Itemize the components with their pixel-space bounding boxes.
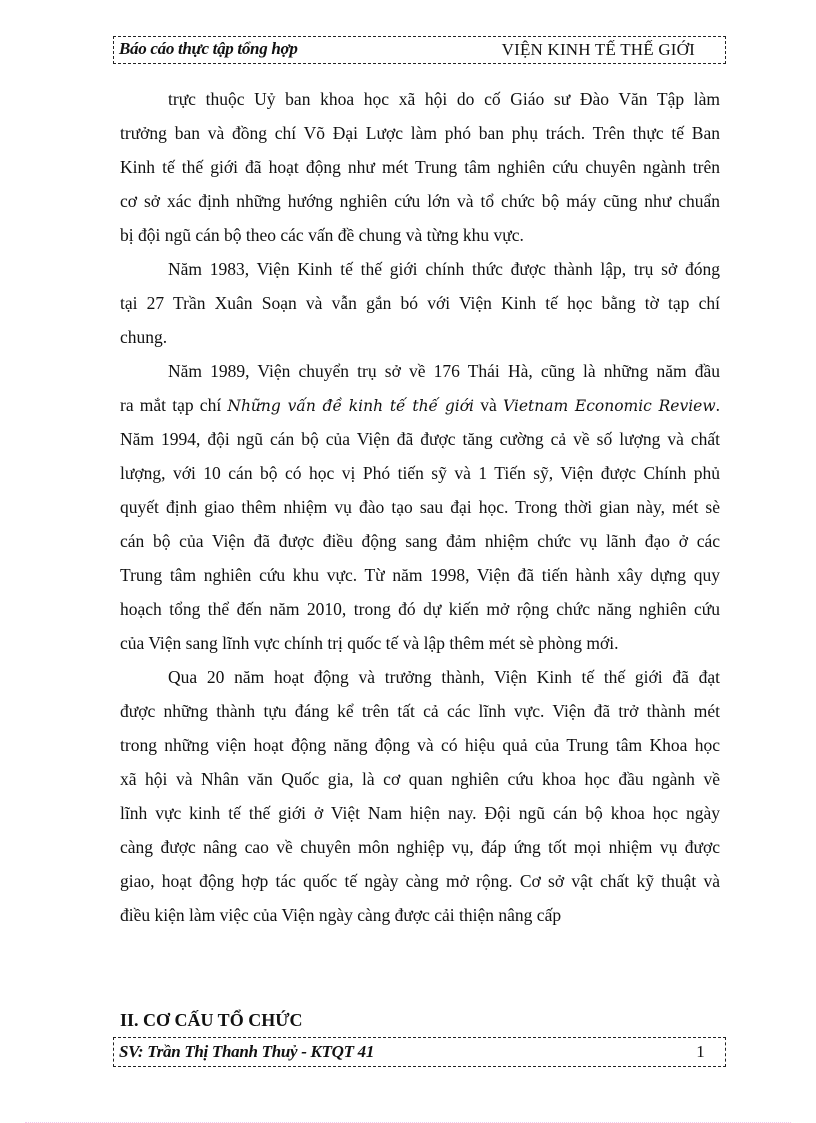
- text-line: chung.: [120, 327, 168, 347]
- text-line: lượng, với 10 cán bộ có học vị Phó tiến sỹ và 1 Tiến sỹ, Viện được Chính phủ: [120, 463, 720, 483]
- paragraph: [120, 356, 720, 662]
- text-line: cơ sở xác định những hướng nghiên cứu lớn và tổ chức bộ máy cũng như chuẩn: [120, 191, 720, 211]
- text-line: trong những viện hoạt động năng động và có hiệu quả của Trung tâm Khoa học: [120, 735, 720, 755]
- paragraph: [120, 662, 720, 934]
- text-line: Năm 1994, đội ngũ cán bộ của Viện đã được tăng cường cả về số lượng và chất: [120, 429, 720, 449]
- body-text: [120, 84, 720, 934]
- text-line: Năm 1989, Viện chuyển trụ sở về 176 Thái Hà, cũng là những năm đầu: [168, 361, 720, 381]
- footer-student-name: SV: Trần Thị Thanh Thuỷ - KTQT 41: [119, 1042, 375, 1061]
- text-line: Kinh tế thế giới đã hoạt động như mét Trung tâm nghiên cứu chuyên ngành trên: [120, 157, 720, 177]
- header-institute-name: VIỆN KINH TẾ THẾ GIỚI: [501, 40, 695, 59]
- text-line: trưởng ban và đồng chí Võ Đại Lược làm phó ban phụ trách. Trên thực tế Ban: [120, 123, 720, 143]
- text-line: Trung tâm nghiên cứu khu vực. Từ năm 1998, Viện đã tiến hành xây dựng quy: [120, 565, 720, 585]
- text-line: xã hội và Nhân văn Quốc gia, là cơ quan nghiên cứu khoa học đầu ngành về: [120, 769, 720, 789]
- text-line: quyết định giao thêm nhiệm vụ đào tạo sau đại học. Trong thời gian này, mét sè: [120, 497, 720, 517]
- text-line: trực thuộc Uỷ ban khoa học xã hội do cố Giáo sư Đào Văn Tập làm: [168, 89, 720, 109]
- paragraph: [120, 84, 720, 254]
- section-heading: II. CƠ CẤU TỔ CHỨC: [120, 1010, 303, 1030]
- text-line: của Viện sang lĩnh vực chính trị quốc tế và lập thêm mét sè phòng mới.: [120, 633, 619, 653]
- header-report-title: Báo cáo thực tập tổng hợp: [119, 39, 298, 58]
- journal-title-english: Vietnam Economic Review: [502, 397, 716, 415]
- journal-title-vietnamese: Những vấn đề kinh tế thế giới: [227, 397, 475, 415]
- text-line: điều kiện làm việc của Viện ngày càng được cải thiện nâng cấp: [120, 905, 562, 925]
- text-line: giao, hoạt động hợp tác quốc tế ngày càng mở rộng. Cơ sở vật chất kỹ thuật và: [120, 871, 720, 891]
- page-footer: [113, 1037, 726, 1067]
- text-line: ra mắt tạp chí Những vấn đề kinh tế thế giới và Vietnam Economic Review.: [120, 395, 720, 415]
- page-number: 1: [696, 1042, 705, 1061]
- text-line: được những thành tựu đáng kể trên tất cả các lĩnh vực. Viện đã trở thành mét: [120, 701, 720, 721]
- text-line: lĩnh vực kinh tế thế giới ở Việt Nam hiện nay. Đội ngũ cán bộ khoa học ngày: [120, 803, 720, 823]
- page-header: [113, 36, 726, 64]
- text-line: cán bộ của Viện đã được điều động sang đảm nhiệm chức vụ lãnh đạo ở các: [120, 531, 720, 551]
- text-line: tại 27 Trần Xuân Soạn và vẫn gắn bó với Viện Kinh tế học bằng tờ tạp chí: [120, 293, 720, 313]
- text-line: Qua 20 năm hoạt động và trưởng thành, Viện Kinh tế thế giới đã đạt: [168, 667, 720, 687]
- text-line: Năm 1983, Viện Kinh tế thế giới chính thức được thành lập, trụ sở đóng: [168, 259, 720, 279]
- text-line: càng được nâng cao về chuyên môn nghiệp vụ, đáp ứng tốt mọi nhiệm vụ được: [120, 837, 720, 857]
- paragraph: [120, 254, 720, 356]
- text-line: hoạch tổng thể đến năm 2010, trong đó dự kiến mở rộng chức năng nghiên cứu: [120, 599, 720, 619]
- text-line: bị đội ngũ cán bộ theo các vấn đề chung và từng khu vực.: [120, 225, 524, 245]
